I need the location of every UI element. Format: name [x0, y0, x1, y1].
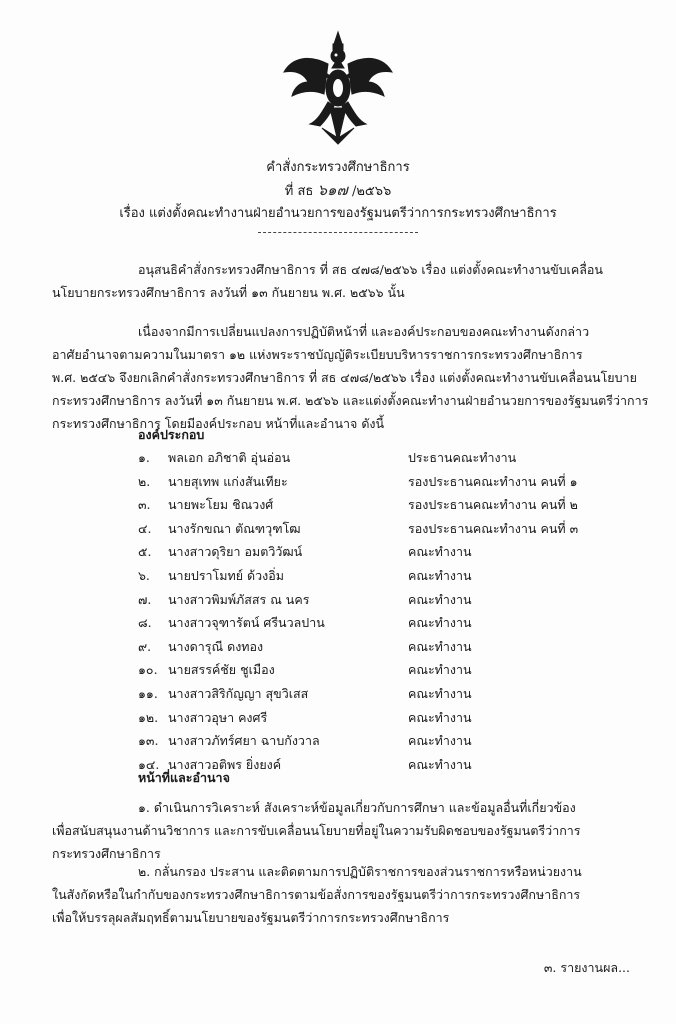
member-name: นายสรรค์ชัย ชูเมือง [168, 662, 275, 678]
paragraph-line: เพื่อให้บรรลุผลสัมฤทธิ์ตามนโยบายของรัฐมนตรีว่าการกระทรวงศึกษาธิการ [52, 910, 450, 925]
paragraph-line: กระทรวงศึกษาธิการ โดยมีองค์ประกอบ หน้าที่และอำนาจ ดังนี้ [52, 416, 385, 431]
member-row [138, 519, 638, 543]
member-role: คณะทำงาน [408, 567, 472, 583]
paragraph-line: เพื่อสนับสนุนงานด้านวิชาการ และการขับเคลื่อนนโยบายที่อยู่ในความรับผิดชอบของรัฐมนตรีว่าการ [52, 823, 581, 838]
member-name: พลเอก อภิชาติ อุ่นอ่อน [168, 450, 291, 465]
member-role: รองประธานคณะทำงาน คนที่ ๓ [408, 520, 579, 536]
member-name: นางสาวพิมพ์ภัสสร ณ นคร [168, 591, 310, 607]
duties-heading: หน้าที่และอำนาจ [138, 770, 230, 785]
paragraph-line: เนื่องจากมีการเปลี่ยนแปลงการปฏิบัติหน้าที่ และองค์ประกอบของคณะทำงานดังกล่าว [138, 324, 590, 339]
member-role: รองประธานคณะทำงาน คนที่ ๒ [408, 497, 578, 513]
member-role: คณะทำงาน [408, 685, 472, 701]
member-name: นางสาวสิริกัญญา สุขวิเสส [168, 685, 309, 701]
member-number: ๑. [138, 450, 150, 465]
member-role: คณะทำงาน [408, 733, 472, 749]
paragraph-line: ๒. กลั่นกรอง ประสาน และติดตามการปฏิบัติราชการของส่วนราชการหรือหน่วยงาน [138, 864, 582, 879]
paragraph-line: อนุสนธิคำสั่งกระทรวงศึกษาธิการ ที่ สธ ๔๗๘/๒๕๖๖ เรื่อง แต่งตั้งคณะทำงานขับเคลื่อน [138, 262, 603, 277]
order-title: คำสั่งกระทรวงศึกษาธิการ [266, 160, 410, 175]
member-role: คณะทำงาน [408, 662, 472, 678]
garuda-emblem-icon [278, 28, 398, 148]
member-role: ประธานคณะทำงาน [408, 450, 517, 465]
member-role: คณะทำงาน [408, 615, 472, 631]
member-row [138, 448, 638, 472]
member-row [138, 590, 638, 614]
members-heading: องค์ประกอบ [138, 427, 205, 442]
member-name: นายปราโมทย์ ด้วงอิ่ม [168, 567, 285, 583]
member-number: ๔. [138, 520, 152, 536]
member-role: คณะทำงาน [408, 591, 472, 607]
member-number: ๑๓. [138, 733, 159, 749]
paragraph-reference [52, 258, 632, 304]
member-number: ๘. [138, 615, 152, 631]
order-subject: เรื่อง แต่งตั้งคณะทำงานฝ่ายอำนวยการของรัฐมนตรีว่าการกระทรวงศึกษาธิการ [119, 206, 557, 221]
member-role: คณะทำงาน [408, 756, 472, 772]
paragraph-line: ในสังกัดหรือในกำกับของกระทรวงศึกษาธิการตามข้อสั่งการของรัฐมนตรีว่าการกระทรวงศึกษาธิการ [52, 887, 581, 902]
paragraph-line: กระทรวงศึกษาธิการ ลงวันที่ ๑๓ กันยายน พ.ศ. ๒๕๖๖ และแต่งตั้งคณะทำงานฝ่ายอำนวยการของรัฐมนตรีว่าการ [52, 393, 649, 408]
members-list [138, 448, 638, 778]
member-number: ๗. [138, 591, 152, 607]
duty-item-2 [52, 860, 632, 929]
member-row [138, 731, 638, 755]
paragraph-line: ๑. ดำเนินการวิเคราะห์ สังเคราะห์ข้อมูลเกี่ยวกับการศึกษา และข้อมูลอื่นที่เกี่ยวข้อง [138, 800, 576, 815]
member-role: รองประธานคณะทำงาน คนที่ ๑ [408, 473, 578, 489]
paragraph-line: อาศัยอำนาจตามความในมาตรา ๑๒ แห่งพระราชบัญญัติระเบียบบริหารราชการกระทรวงศึกษาธิการ [52, 347, 583, 362]
paragraph-line: นโยบายกระทรวงศึกษาธิการ ลงวันที่ ๑๓ กันยายน พ.ศ. ๒๕๖๖ นั้น [52, 285, 405, 300]
page-continuation: ๓. รายงานผล... [543, 960, 630, 975]
member-row [138, 684, 638, 708]
member-row [138, 542, 638, 566]
member-row [138, 637, 638, 661]
member-name: นางสาวอติพร ยิ่งยงค์ [168, 756, 282, 772]
member-name: นายพะโยม ชิณวงศ์ [168, 497, 274, 513]
member-name: นางสาวดุริยา อมตวิวัฒน์ [168, 544, 303, 560]
member-role: คณะทำงาน [408, 544, 472, 560]
paragraph-line: กระทรวงศึกษาธิการ [52, 846, 161, 861]
member-row [138, 472, 638, 496]
member-number: ๒. [138, 473, 151, 489]
member-number: ๓. [138, 497, 151, 513]
member-row [138, 708, 638, 732]
order-number-handwritten: ๖๑๗ [317, 181, 348, 199]
member-number: ๑๒. [138, 709, 159, 725]
member-number: ๙. [138, 638, 152, 654]
member-row [138, 613, 638, 637]
member-name: นางสาวจุฑารัตน์ ศรีนวลปาน [168, 615, 325, 631]
order-number-prefix: ที่ สธ [284, 184, 314, 199]
order-number-suffix: /๒๕๖๖ [351, 184, 392, 199]
member-row [138, 566, 638, 590]
member-role: คณะทำงาน [408, 638, 472, 654]
member-row [138, 660, 638, 684]
header-divider [258, 232, 418, 233]
member-role: คณะทำงาน [408, 709, 472, 725]
member-name: นางรักขณา ตัณฑวุฑโฒ [168, 520, 301, 536]
order-number [0, 182, 676, 200]
member-name: นางสาวอุษา คงศรี [168, 709, 268, 725]
member-number: ๖. [138, 567, 150, 583]
member-row [138, 495, 638, 519]
member-number: ๑๐. [138, 662, 158, 678]
member-name: นางดารุณี ดงทอง [168, 638, 264, 654]
member-number: ๑๔. [138, 756, 160, 772]
paragraph-authority [52, 320, 649, 435]
member-number: ๕. [138, 544, 152, 560]
member-name: นางสาวภัทร์ศยา ฉาบกังวาล [168, 733, 320, 749]
paragraph-line: พ.ศ. ๒๕๔๖ จึงยกเลิกคำสั่งกระทรวงศึกษาธิการ ที่ สธ ๔๗๘/๒๕๖๖ เรื่อง แต่งตั้งคณะทำงานขับเคลื่อนนโยบาย [52, 370, 637, 385]
member-number: ๑๑. [138, 685, 158, 701]
duty-item-1 [52, 796, 632, 865]
member-name: นายสุเทพ แก่งสันเทียะ [168, 473, 288, 489]
